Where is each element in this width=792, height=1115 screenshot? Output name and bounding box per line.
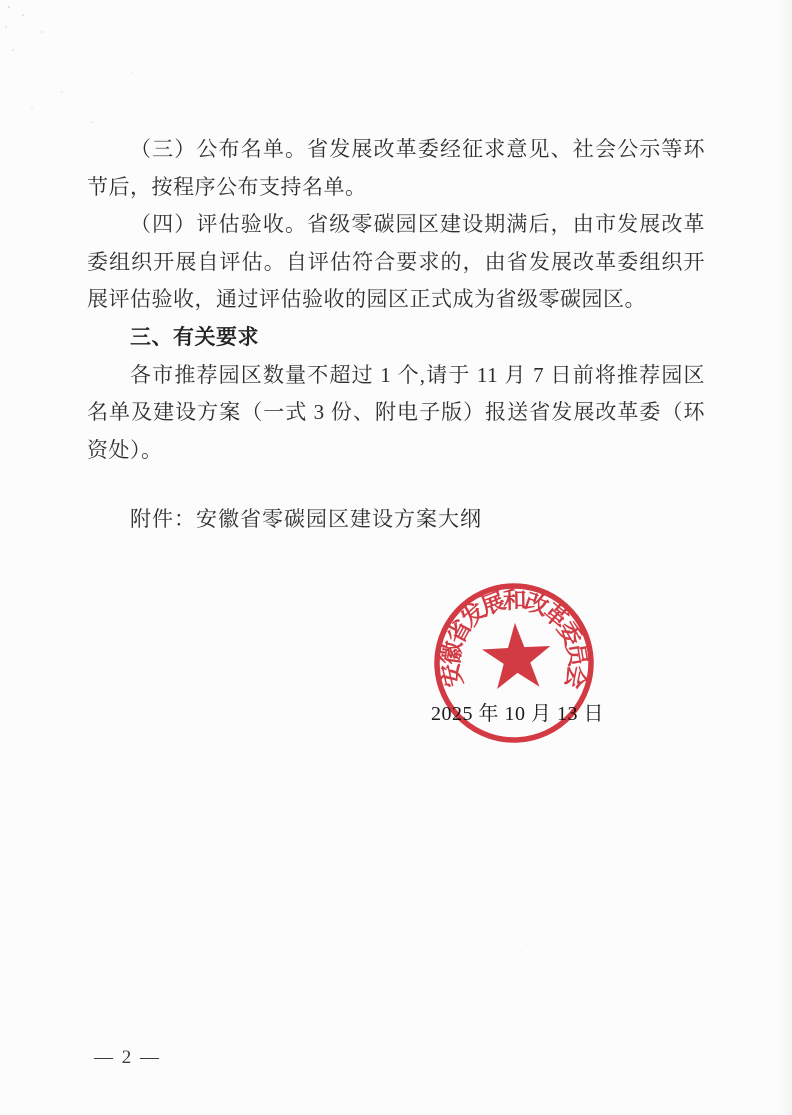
document-line: 各市推荐园区数量不超过 1 个,请于 11 月 7 日前将推荐园区 [130, 362, 705, 387]
document-line: 三、有关要求 [130, 325, 259, 349]
document-body [87, 131, 705, 469]
document-line: 展评估验收，通过评估验收的园区正式成为省级零碳园区。 [87, 287, 646, 312]
seal-graphic [408, 557, 620, 769]
page-number: — 2 — [94, 1047, 161, 1068]
scan-edge-shadow [778, 0, 792, 1115]
official-seal [408, 557, 620, 769]
attachment-line: 附件：安徽省零碳园区建设方案大纲 [130, 507, 482, 531]
document-line: 名单及建设方案（一式 3 份、附电子版）报送省发展改革委（环 [87, 400, 705, 425]
document-line: （四）评估验收。省级零碳园区建设期满后，由市发展改革 [130, 212, 705, 237]
seal-organization-text: 安徽省发展和改革委员会 [438, 587, 590, 690]
star-icon [481, 621, 553, 690]
document-line: 资处）。 [87, 437, 163, 462]
scan-noise [0, 0, 2, 2]
document-line: 节后，按程序公布支持名单。 [87, 174, 367, 199]
document-line: 委组织开展自评估。自评估符合要求的，由省发展改革委组织开 [87, 249, 705, 274]
document-line: （三）公布名单。省发展改革委经征求意见、社会公示等环 [130, 137, 705, 161]
issue-date: 2025 年 10 月 13 日 [431, 703, 604, 725]
